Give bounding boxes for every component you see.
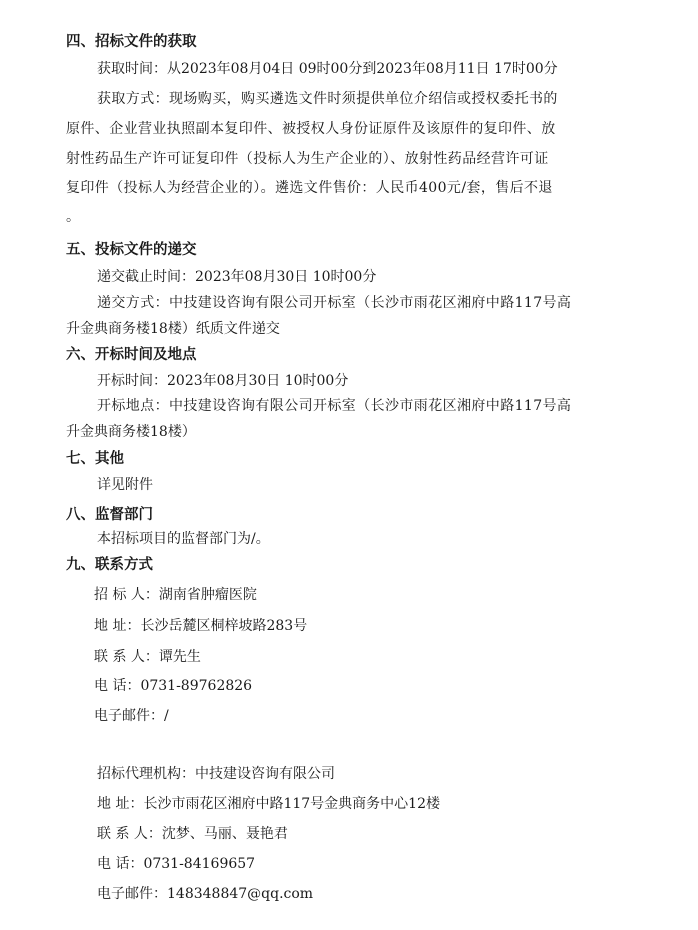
section-6-place-line: 开标地点：中技建设咨询有限公司开标室（长沙市雨花区湘府中路117号高: [97, 398, 572, 414]
section-6-time: 开标时间：2023年08月30日 10时00分: [97, 373, 349, 389]
section-4-method-line: 射性药品生产许可证复印件（投标人为生产企业的）、放射性药品经营许可证: [66, 151, 549, 167]
section-4-heading: 四、招标文件的获取: [66, 34, 197, 50]
section-5-method-line: 递交方式：中技建设咨询有限公司开标室（长沙市雨花区湘府中路117号高: [97, 295, 572, 311]
section-8-text: 本招标项目的监督部门为/。: [97, 531, 270, 547]
section-5-deadline: 递交截止时间：2023年08月30日 10时00分: [97, 269, 377, 285]
section-6-place-line: 升金典商务楼18楼）: [66, 424, 196, 440]
tenderer-phone: 电 话：0731-89762826: [94, 678, 253, 694]
tenderer-address: 地 址：长沙岳麓区桐梓坡路283号: [94, 618, 308, 634]
section-8-heading: 八、监督部门: [66, 507, 153, 523]
section-7-heading: 七、其他: [66, 451, 124, 467]
tenderer-email: 电子邮件：/: [94, 708, 169, 724]
agency-address: 地 址：长沙市雨花区湘府中路117号金典商务中心12楼: [97, 796, 440, 812]
section-5-heading: 五、投标文件的递交: [66, 242, 197, 258]
agency-email: 电子邮件：148348847@qq.com: [97, 886, 314, 902]
section-4-method-line: 复印件（投标人为经营企业的）。遴选文件售价：人民币400元/套，售后不退: [66, 180, 553, 196]
agency-contact: 联 系 人：沈梦、马丽、聂艳君: [97, 826, 288, 842]
tenderer-contact: 联 系 人：谭先生: [94, 649, 201, 665]
section-4-time: 获取时间：从2023年08月04日 09时00分到2023年08月11日 17时00分: [97, 61, 558, 77]
agency-name: 招标代理机构：中技建设咨询有限公司: [97, 766, 335, 782]
tenderer-name: 招 标 人：湖南省肿瘤医院: [94, 587, 257, 603]
section-6-heading: 六、开标时间及地点: [66, 347, 197, 363]
section-5-method-line: 升金典商务楼18楼）纸质文件递交: [66, 321, 280, 337]
section-7-text: 详见附件: [97, 477, 153, 493]
section-4-method-line: 获取方式：现场购买，购买遴选文件时须提供单位介绍信或授权委托书的: [97, 91, 558, 107]
section-4-method-line: 。: [66, 209, 80, 225]
section-4-method-line: 原件、企业营业执照副本复印件、被授权人身份证原件及该原件的复印件、放: [66, 121, 556, 137]
section-9-heading: 九、联系方式: [66, 557, 153, 573]
agency-phone: 电 话：0731-84169657: [97, 856, 256, 872]
